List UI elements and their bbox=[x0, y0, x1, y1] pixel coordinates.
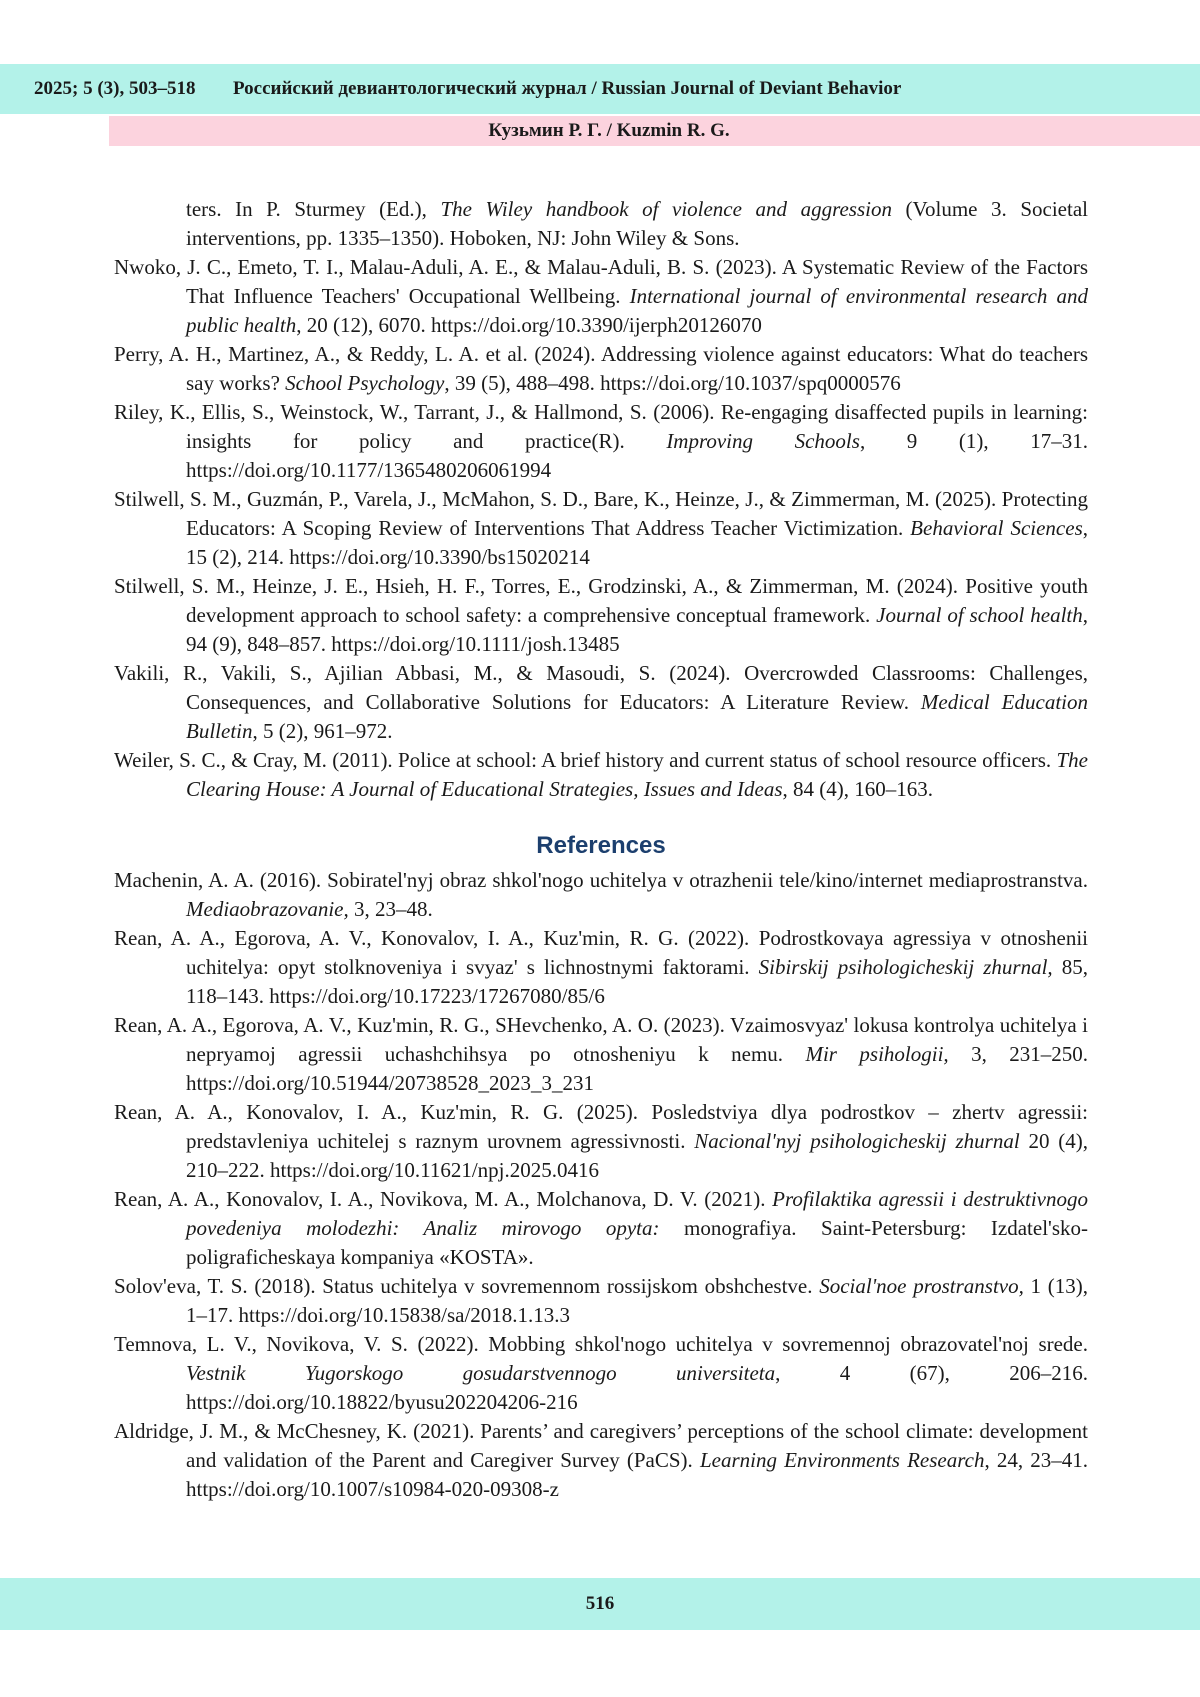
reference-entry: Perry, A. H., Martinez, A., & Reddy, L. A. et al. (2024). Addressing violence against educators: What do teachers say works? School Psychology, 39 (5), 488–498. https://doi.org/10.1037/spq0000576 bbox=[114, 342, 1088, 395]
reference-entry: Solov'eva, T. S. (2018). Status uchitelya v sovremennom rossijskom obshchestve. Social'noe prostranstvo, 1 (13), 1–17. https://doi.org/10.15838/sa/2018.1.13.3 bbox=[114, 1274, 1088, 1327]
reference-entry: Stilwell, S. M., Guzmán, P., Varela, J., McMahon, S. D., Bare, K., Heinze, J., & Zimmerman, M. (2025). Protecting Educators: A Scoping Review of Interventions That Address Teacher Victimization. Behavioral Sciences, 15 (2), 214. https://doi.org/10.3390/bs15020214 bbox=[114, 487, 1088, 569]
reference-entry: Aldridge, J. M., & McChesney, K. (2021). Parents’ and caregivers’ perceptions of the school climate: development and validation of the Parent and Caregiver Survey (PaCS). Learning Environments Research, 24, 23–41. https://doi.org/10.1007/s10984-020-09308-z bbox=[114, 1419, 1089, 1501]
journal-title: Российский девиантологический журнал / Russian Journal of Deviant Behavior bbox=[233, 78, 902, 99]
reference-entry: Rean, A. A., Egorova, A. V., Kuz'min, R. G., SHevchenko, A. O. (2023). Vzaimosvyaz' lokusa kontrolya uchitelya i nepryamoj agressii uchashchihsya po otnosheniyu k nemu. Mir psihologii, 3, 231–250. https://doi.org/10.51944/20738528_2023_3_231 bbox=[114, 1013, 1089, 1095]
header-band bbox=[0, 64, 1200, 114]
reference-entry: Machenin, A. A. (2016). Sobiratel'nyj obraz shkol'nogo uchitelya v otrazhenii tele/kino/internet mediaprostranstva. Mediaobrazovanie, 3, 23–48. bbox=[114, 868, 1088, 921]
reference-entry: Stilwell, S. M., Heinze, J. E., Hsieh, H. F., Torres, E., Grodzinski, A., & Zimmerman, M. (2024). Positive youth development approach to school safety: a comprehensive conceptual framework. Journal of school health, 94 (9), 848–857. https://doi.org/10.1111/josh.13485 bbox=[114, 574, 1088, 656]
reference-entry: Nwoko, J. C., Emeto, T. I., Malau-Aduli, A. E., & Malau-Aduli, B. S. (2023). A Systematic Review of the Factors That Influence Teachers' Occupational Wellbeing. International journal of environmental research and public health, 20 (12), 6070. https://doi.org/10.3390/ijerph20126070 bbox=[114, 255, 1089, 337]
reference-content bbox=[114, 195, 1088, 1504]
author-band bbox=[109, 116, 1200, 146]
reference-entry: ters. In P. Sturmey (Ed.), The Wiley handbook of violence and aggression (Volume 3. Societal interventions, pp. 1335–1350). Hoboken, NJ: John Wiley & Sons. bbox=[186, 197, 1088, 250]
reference-entry: Riley, K., Ellis, S., Weinstock, W., Tarrant, J., & Hallmond, S. (2006). Re-engaging disaffected pupils in learning: insights for policy and practice(R). Improving Schools, 9 (1), 17–31. https://doi.org/10.1177/1365480206061994 bbox=[114, 400, 1088, 482]
reference-entry: Temnova, L. V., Novikova, V. S. (2022). Mobbing shkol'nogo uchitelya v sovremennoj obrazovatel'noj srede. Vestnik Yugorskogo gosudarstvennogo universiteta, 4 (67), 206–216. https://doi.org/10.18822/byusu202204206-216 bbox=[114, 1332, 1088, 1414]
reference-entry: Rean, A. A., Konovalov, I. A., Kuz'min, R. G. (2025). Posledstviya dlya podrostkov – zhertv agressii: predstavleniya uchitelej s raznym urovnem agressivnosti. Nacional'nyj psihologicheskij zhurnal 20 (4), 210–222. https://doi.org/10.11621/npj.2025.0416 bbox=[114, 1100, 1088, 1182]
reference-entry: Weiler, S. C., & Cray, M. (2011). Police at school: A brief history and current status of school resource officers. The Clearing House: A Journal of Educational Strategies, Issues and Ideas, 84 (4), 160–163. bbox=[114, 748, 1088, 801]
reference-entry: Vakili, R., Vakili, S., Ajilian Abbasi, M., & Masoudi, S. (2024). Overcrowded Classrooms: Challenges, Consequences, and Collaborative Solutions for Educators: A Literature Review. Medical Education Bulletin, 5 (2), 961–972. bbox=[114, 661, 1088, 743]
page-number: 516 bbox=[585, 1593, 615, 1614]
running-author: Кузьмин Р. Г. / Kuzmin R. G. bbox=[488, 120, 730, 141]
footer-band bbox=[0, 1578, 1200, 1630]
reference-entry: Rean, A. A., Konovalov, I. A., Novikova, M. A., Molchanova, D. V. (2021). Profilaktika agressii i destruktivnogo povedeniya molodezhi: Analiz mirovogo opyta: monografiya. Saint-Petersburg: Izdatel'sko-poligraficheskaya kompaniya «KOSTA». bbox=[114, 1187, 1089, 1269]
reference-entry: Rean, A. A., Egorova, A. V., Konovalov, I. A., Kuz'min, R. G. (2022). Podrostkovaya agressiya v otnoshenii uchitelya: opyt stolknoveniya i svyaz' s lichnostnymi faktorami. Sibirskij psihologicheskij zhurnal, 85, 118–143. https://doi.org/10.17223/17267080/85/6 bbox=[114, 926, 1089, 1008]
section-title: References bbox=[536, 832, 666, 859]
issue-info: 2025; 5 (3), 503–518 bbox=[34, 78, 196, 99]
